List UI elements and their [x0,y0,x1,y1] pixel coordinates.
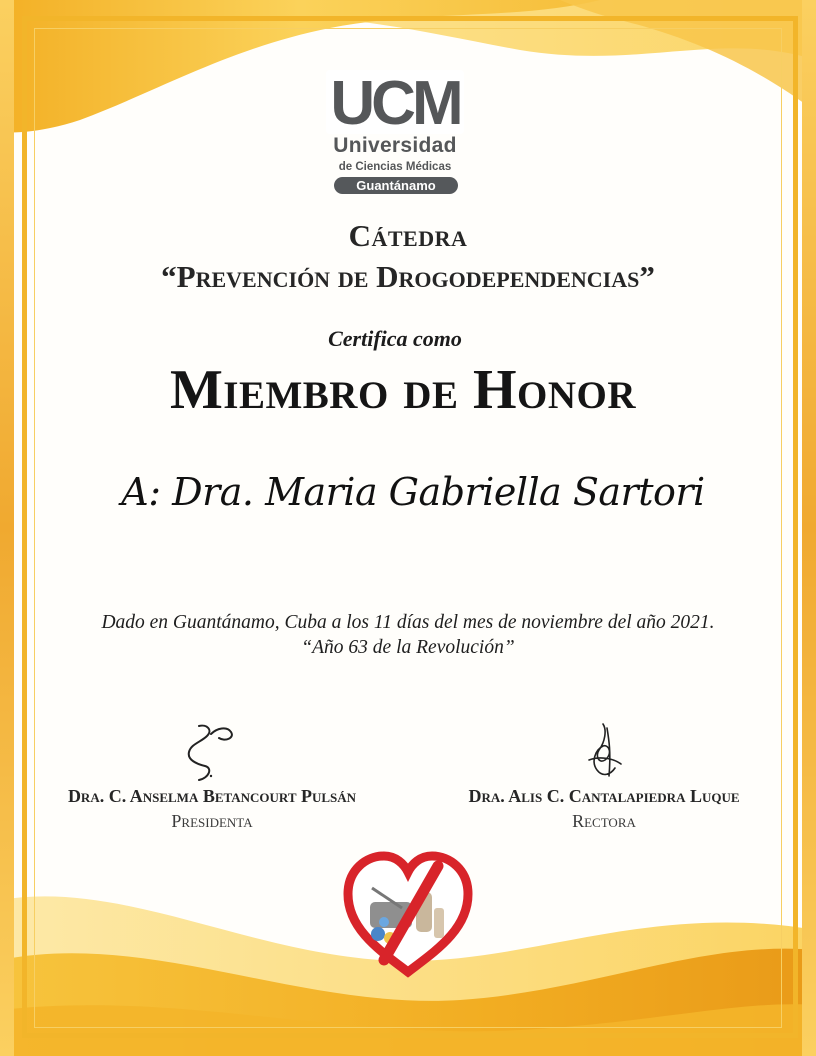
logo-line-guantanamo: Guantánamo [334,177,458,194]
university-logo [320,70,470,198]
logo-line-university: Universidad [333,134,457,157]
ucm-logo-mark [326,70,464,134]
signature-block-rector [436,720,772,832]
recipient-name: A: Dra. Maria Gabriella Sartori [121,470,705,514]
signature-president [177,720,247,784]
catedra-subtitle: “Prevención de Drogodependencias” [161,259,655,294]
no-drugs-heart-icon [342,848,474,978]
certifies-as-text: Certifica como [328,326,462,351]
signature-block-president [36,720,388,832]
given-date-text: Dado en Guantánamo, Cuba a los 11 días del mes de noviembre del año 2021. [101,612,715,633]
ucm-mark-text: UCM [330,70,460,134]
catedra-title: Cátedra [348,218,468,253]
distinction-title: Miembro de Honor [169,359,637,421]
president-name: Dra. C. Anselma Betancourt Pulsán [67,786,357,806]
president-role: Presidenta [171,811,253,831]
rector-role: Rectora [572,811,636,831]
year-motto: “Año 63 de la Revolución” [301,637,515,658]
rector-name: Dra. Alis C. Cantalapiedra Luque [468,786,740,806]
signature-rector [569,720,639,784]
logo-line-medical-sciences: de Ciencias Médicas [338,161,452,173]
